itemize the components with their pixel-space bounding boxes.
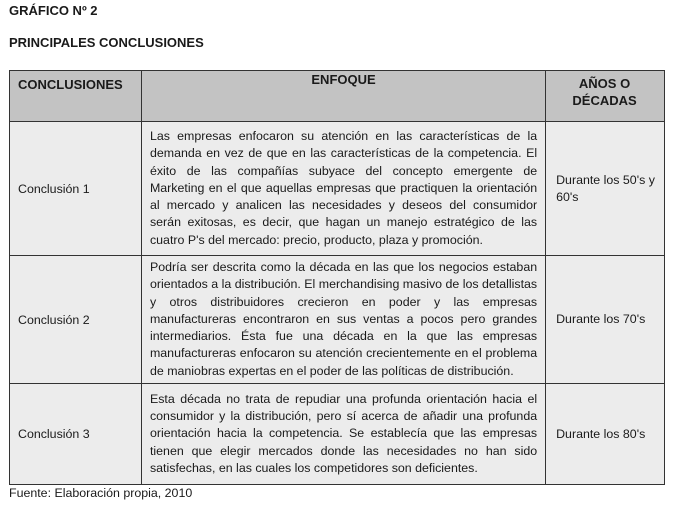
table-row: [10, 384, 665, 485]
table-row: [10, 122, 665, 256]
header-enfoque: ENFOQUE: [141, 71, 545, 122]
enfoque-cell: Las empresas enfocaron su atención en las características de la demanda en vez de que en las características de la competencia. El éxito de las compañías subyace del concepto emergente de Marketing en el que aquellas empresas que practiquen la orientación al mercado y analicen las necesidades y deseos del consumidor serán exitosas, es decir, que hagan un manejo estratégico de las cuatro P's del mercado: precio, producto, plaza y promoción.: [141, 122, 545, 256]
figure-subtitle: PRINCIPALES CONCLUSIONES: [9, 35, 204, 50]
conclusion-cell: Conclusión 3: [10, 384, 142, 485]
header-anos-decadas: AÑOS O DÉCADAS: [546, 71, 665, 122]
conclusion-cell: Conclusión 1: [10, 122, 142, 256]
figure-title: GRÁFICO Nº 2: [9, 3, 98, 18]
enfoque-cell: Esta década no trata de repudiar una profunda orientación hacia el consumidor y la distribución, pero sí acerca de añadir una profunda orientación hacia la competencia. Se establecía que las empresas tienen que elegir mercados donde las necesidades no han sido satisfechas, en las cuales los competidores son deficientes.: [141, 384, 545, 485]
conclusion-cell: Conclusión 2: [10, 256, 142, 384]
source-note: Fuente: Elaboración propia, 2010: [9, 486, 193, 500]
header-conclusiones: CONCLUSIONES: [10, 71, 142, 122]
periodo-cell: Durante los 80's: [546, 384, 665, 485]
conclusions-table: [9, 70, 665, 485]
periodo-cell: Durante los 50's y 60's: [546, 122, 665, 256]
enfoque-cell: Podría ser descrita como la década en las que los negocios estaban orientados a la distribución. El merchandising masivo de los detallistas y otros distribuidores crecieron en poder y las empresas manufactureras encontraron en sus ventas a pocos pero grandes intermediarios. Ésta fue una década en la que las empresas manufactureras enfocaron su atención crecientemente en el problema de maniobras expertas en el poder de las políticas de distribución.: [141, 256, 545, 384]
table-row: [10, 256, 665, 384]
periodo-cell: Durante los 70's: [546, 256, 665, 384]
table-header-row: [10, 71, 665, 122]
